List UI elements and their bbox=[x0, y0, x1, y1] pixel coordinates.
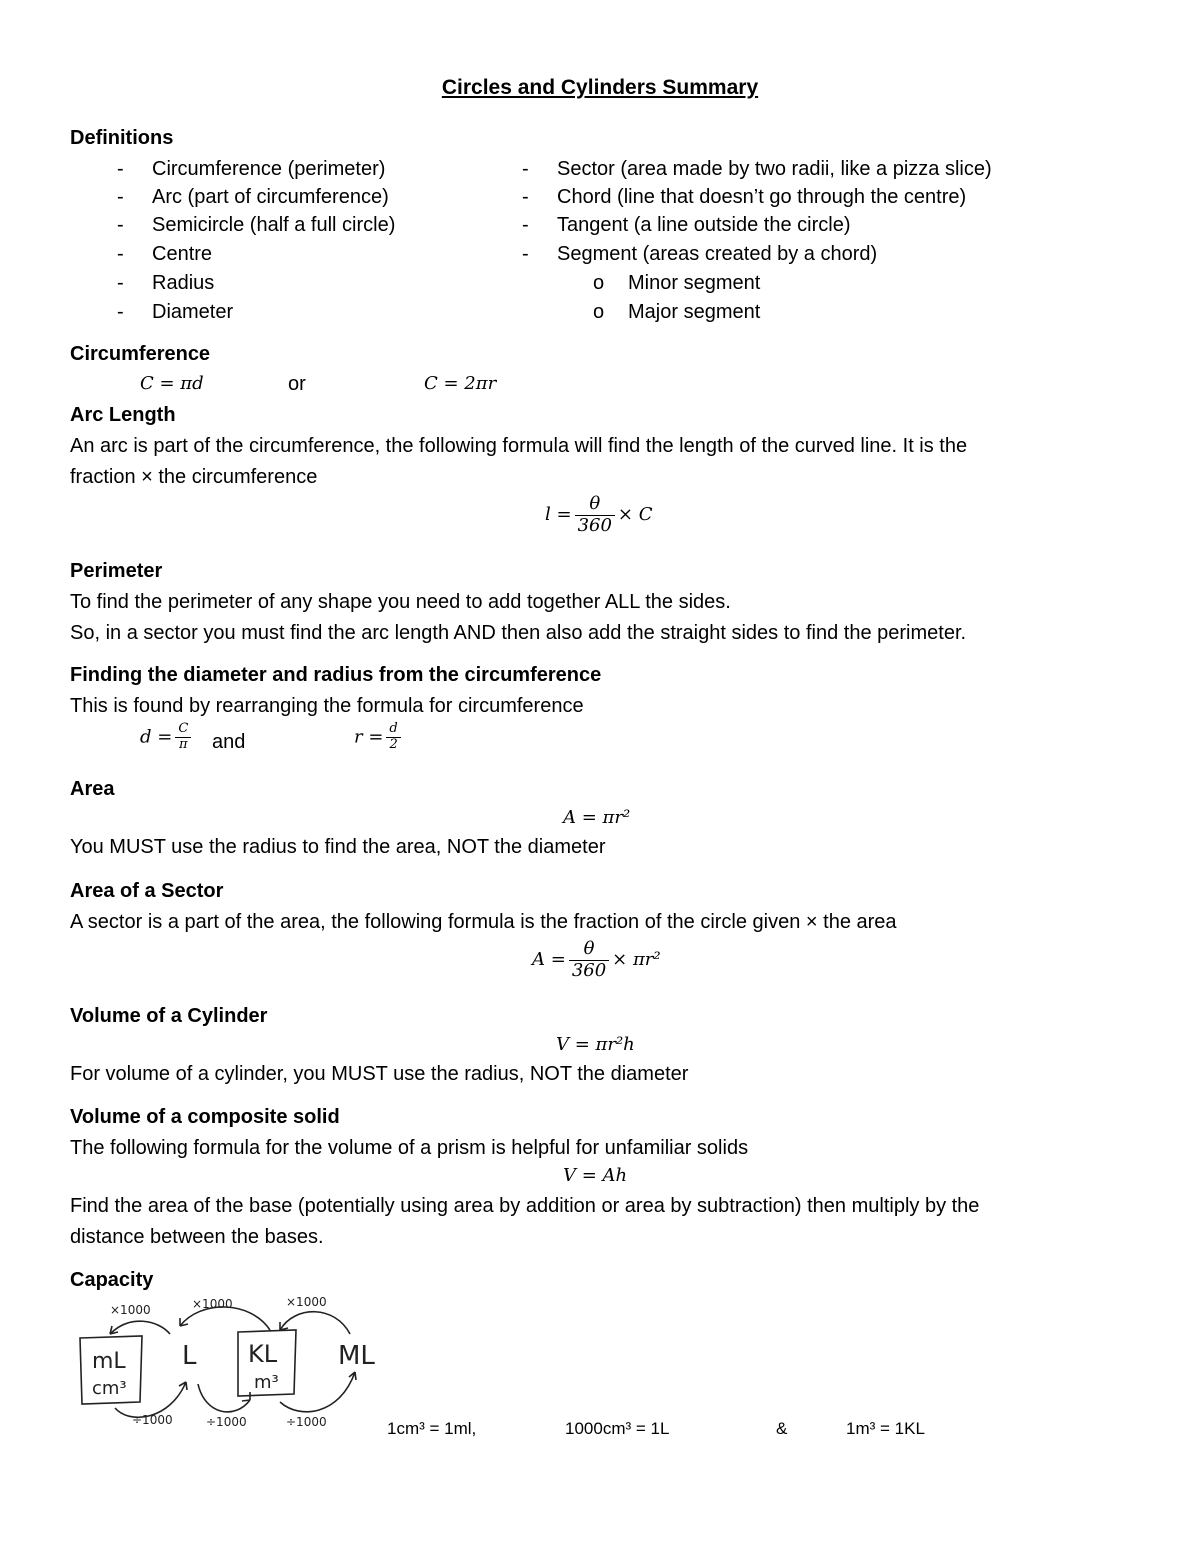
cylinder-text: For volume of a cylinder, you MUST use the radius, NOT the diameter bbox=[70, 1063, 689, 1085]
conversion-eq-2: 1000cm³ = 1L bbox=[565, 1419, 670, 1438]
and-label: and bbox=[212, 731, 246, 753]
sketch-label: ML bbox=[338, 1341, 375, 1371]
sketch-arrow bbox=[198, 1384, 250, 1412]
diameter-formula: d = $\frac{C}{\pi}$ bbox=[140, 722, 194, 753]
area-formula: A = πr² bbox=[563, 807, 631, 828]
def-right-item: - Segment (areas created by a chord) bbox=[522, 243, 878, 265]
sketch-label: ÷1000 bbox=[206, 1415, 247, 1429]
sector-area-formula: A = $\frac{\theta}{360}$ × πr² bbox=[532, 938, 661, 981]
composite-text: Find the area of the base (potentially using area by addition or area by subtraction) then multiply by the bbox=[70, 1195, 980, 1217]
arc-length-formula: l = $\frac{\theta}{360}$ × C bbox=[545, 493, 653, 536]
cylinder-heading: Volume of a Cylinder bbox=[70, 1005, 268, 1027]
def-left-item: - Arc (part of circumference) bbox=[117, 186, 389, 208]
sketch-label: ×1000 bbox=[286, 1295, 327, 1309]
capacity-heading: Capacity bbox=[70, 1269, 154, 1291]
composite-heading: Volume of a composite solid bbox=[70, 1106, 340, 1128]
sketch-label: ÷1000 bbox=[286, 1415, 327, 1429]
def-left-item: - Diameter bbox=[117, 301, 234, 323]
capacity-conversion-sketch bbox=[70, 1290, 390, 1440]
def-left-item: - Radius bbox=[117, 272, 215, 294]
sketch-label: KL bbox=[248, 1340, 278, 1368]
ampersand: & bbox=[776, 1419, 788, 1438]
sector-area-text: A sector is a part of the area, the following formula is the fraction of the circle given × the area bbox=[70, 911, 897, 933]
def-sub-item: o Major segment bbox=[593, 301, 761, 323]
conversion-eq-1: 1cm³ = 1ml, bbox=[387, 1419, 477, 1438]
definitions-heading: Definitions bbox=[70, 127, 174, 149]
perimeter-heading: Perimeter bbox=[70, 560, 163, 582]
sketch-label: mL bbox=[92, 1349, 126, 1374]
def-right-item: - Tangent (a line outside the circle) bbox=[522, 214, 851, 236]
composite-text: The following formula for the volume of a prism is helpful for unfamiliar solids bbox=[70, 1137, 749, 1159]
circumference-heading: Circumference bbox=[70, 343, 211, 365]
sketch-label: L bbox=[182, 1341, 197, 1371]
circumference-formula-1: C = πd bbox=[140, 373, 204, 394]
def-right-item: - Chord (line that doesn’t go through the centre) bbox=[522, 186, 967, 208]
area-heading: Area bbox=[70, 778, 115, 800]
sector-area-heading: Area of a Sector bbox=[70, 880, 224, 902]
composite-text: distance between the bases. bbox=[70, 1226, 324, 1248]
sketch-label: ×1000 bbox=[110, 1303, 151, 1317]
def-left-item: - Semicircle (half a full circle) bbox=[117, 214, 396, 236]
radius-formula: r = $\frac{d}{2}$ bbox=[354, 722, 404, 753]
cylinder-formula: V = πr²h bbox=[556, 1034, 635, 1055]
prism-formula: V = Ah bbox=[563, 1165, 628, 1186]
arc-length-text: An arc is part of the circumference, the following formula will find the length of the curved line. It is the bbox=[70, 435, 968, 457]
circumference-formula-2: C = 2πr bbox=[424, 373, 497, 394]
sketch-label: m³ bbox=[254, 1372, 279, 1393]
perimeter-text: So, in a sector you must find the arc length AND then also add the straight sides to find the perimeter. bbox=[70, 622, 967, 644]
perimeter-text: To find the perimeter of any shape you need to add together ALL the sides. bbox=[70, 591, 731, 613]
def-left-item: - Centre bbox=[117, 243, 213, 265]
sketch-label: ÷1000 bbox=[132, 1413, 173, 1427]
area-text: You MUST use the radius to find the area, NOT the diameter bbox=[70, 836, 606, 858]
or-label: or bbox=[288, 373, 306, 395]
conversion-eq-3: 1m³ = 1KL bbox=[846, 1419, 925, 1438]
sketch-arrow bbox=[280, 1372, 355, 1412]
def-right-item: - Sector (area made by two radii, like a pizza slice) bbox=[522, 158, 992, 180]
page-title: Circles and Cylinders Summary bbox=[441, 76, 759, 99]
finding-text: This is found by rearranging the formula for circumference bbox=[70, 695, 584, 717]
finding-heading: Finding the diameter and radius from the circumference bbox=[70, 664, 602, 686]
def-left-item: - Circumference (perimeter) bbox=[117, 158, 386, 180]
arc-length-text: fraction × the circumference bbox=[70, 466, 318, 488]
arc-length-heading: Arc Length bbox=[70, 404, 176, 426]
sketch-label: cm³ bbox=[92, 1378, 127, 1399]
def-sub-item: o Minor segment bbox=[593, 272, 761, 294]
sketch-arrow bbox=[110, 1321, 170, 1334]
sketch-label: ×1000 bbox=[192, 1297, 233, 1311]
